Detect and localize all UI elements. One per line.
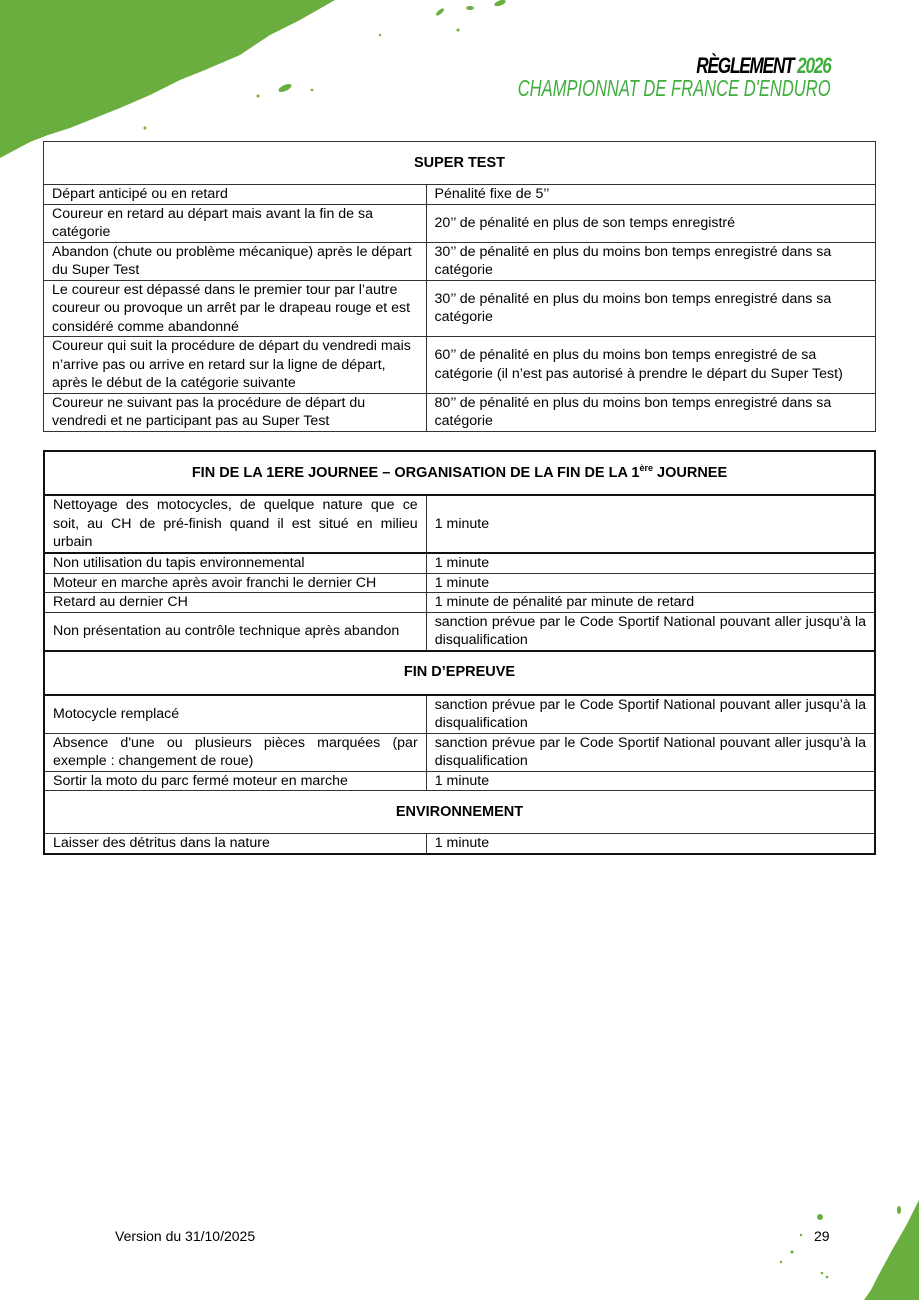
infraction-cell: Laisser des détritus dans la nature xyxy=(44,834,426,854)
penalty-cell: sanction prévue par le Code Sportif National pouvant aller jusqu’à la disqualification xyxy=(426,612,875,651)
infraction-cell: Moteur en marche après avoir franchi le dernier CH xyxy=(44,573,426,593)
penalty-cell: 1 minute xyxy=(426,834,875,854)
table-row xyxy=(44,185,876,205)
table-row xyxy=(44,495,875,553)
penalty-cell: 60’’ de pénalité en plus du moins bon temps enregistré de sa catégorie (il n’est pas autorisé à prendre le départ du Super Test) xyxy=(426,337,875,394)
table-row xyxy=(44,612,875,651)
section-title-fin-journee xyxy=(44,451,875,495)
infraction-cell: Coureur ne suivant pas la procédure de départ du vendredi et ne participant pas au Super Test xyxy=(44,393,427,431)
table-row xyxy=(44,337,876,394)
penalty-cell: Pénalité fixe de 5’’ xyxy=(426,185,875,205)
section-title-fin-epreuve: FIN D’EPREUVE xyxy=(44,651,875,695)
table-row xyxy=(44,553,875,573)
section-title-environnement: ENVIRONNEMENT xyxy=(44,791,875,834)
table-row xyxy=(44,204,876,242)
infraction-cell: Coureur en retard au départ mais avant la fin de sa catégorie xyxy=(44,204,427,242)
penalty-cell: 1 minute xyxy=(426,495,875,553)
table-row xyxy=(44,834,875,854)
penalty-cell: 30’’ de pénalité en plus du moins bon temps enregistré dans sa catégorie xyxy=(426,280,875,337)
penalty-cell: 1 minute xyxy=(426,771,875,791)
table-row xyxy=(44,573,875,593)
infraction-cell: Départ anticipé ou en retard xyxy=(44,185,427,205)
penalty-cell: 30’’ de pénalité en plus du moins bon temps enregistré dans sa catégorie xyxy=(426,242,875,280)
infraction-cell: Sortir la moto du parc fermé moteur en marche xyxy=(44,771,426,791)
infraction-cell: Retard au dernier CH xyxy=(44,593,426,613)
penalty-cell: 80’’ de pénalité en plus du moins bon temps enregistré dans sa catégorie xyxy=(426,393,875,431)
title-text-end: JOURNEE xyxy=(653,464,728,481)
infraction-cell: Coureur qui suit la procédure de départ du vendredi mais n’arrive pas ou arrive en retard sur la ligne de départ, après le début de la catégorie suivante xyxy=(44,337,427,394)
table-row xyxy=(44,242,876,280)
penalty-cell: 1 minute xyxy=(426,573,875,593)
brand-word: RÈGLEMENT xyxy=(696,53,794,78)
table-row xyxy=(44,771,875,791)
footer-version: Version du 31/10/2025 xyxy=(115,1228,256,1244)
green-splash-decoration-bottom xyxy=(759,1200,919,1300)
infraction-cell: Le coureur est dépassé dans le premier tour par l’autre coureur ou provoque un arrêt par le drapeau rouge et est considéré comme abandonné xyxy=(44,280,427,337)
table-row xyxy=(44,695,875,734)
infraction-cell: Nettoyage des motocycles, de quelque nature que ce soit, au CH de pré-finish quand il est situé en milieu urbain xyxy=(44,495,426,553)
brand-year: 2026 xyxy=(797,53,831,78)
brand-title xyxy=(492,55,831,77)
table-row xyxy=(44,593,875,613)
page-number: 29 xyxy=(814,1228,830,1244)
title-text: FIN DE LA 1ERE JOURNEE – ORGANISATION DE LA FIN DE LA 1 xyxy=(191,464,640,481)
table-row xyxy=(44,393,876,431)
table-row xyxy=(44,733,875,771)
infraction-cell: Non utilisation du tapis environnemental xyxy=(44,553,426,573)
infraction-cell: Non présentation au contrôle technique après abandon xyxy=(44,612,426,651)
infraction-cell: Abandon (chute ou problème mécanique) après le départ du Super Test xyxy=(44,242,427,280)
penalty-cell: 20’’ de pénalité en plus de son temps enregistré xyxy=(426,204,875,242)
brand-logo xyxy=(396,55,831,100)
penalty-cell: sanction prévue par le Code Sportif National pouvant aller jusqu’à la disqualification xyxy=(426,733,875,771)
brand-subtitle: CHAMPIONNAT DE FRANCE D'ENDURO xyxy=(518,75,831,101)
penalty-cell: sanction prévue par le Code Sportif National pouvant aller jusqu’à la disqualification xyxy=(426,695,875,734)
penalty-cell: 1 minute xyxy=(426,553,875,573)
super-test-table xyxy=(43,141,876,432)
infraction-cell: Motocycle remplacé xyxy=(44,695,426,734)
table-row xyxy=(44,280,876,337)
penalty-cell: 1 minute de pénalité par minute de retard xyxy=(426,593,875,613)
section-title-super-test: SUPER TEST xyxy=(44,142,876,185)
title-superscript: ère xyxy=(639,462,654,473)
infraction-cell: Absence d'une ou plusieurs pièces marquées (par exemple : changement de roue) xyxy=(44,733,426,771)
end-of-day-table xyxy=(43,450,876,855)
